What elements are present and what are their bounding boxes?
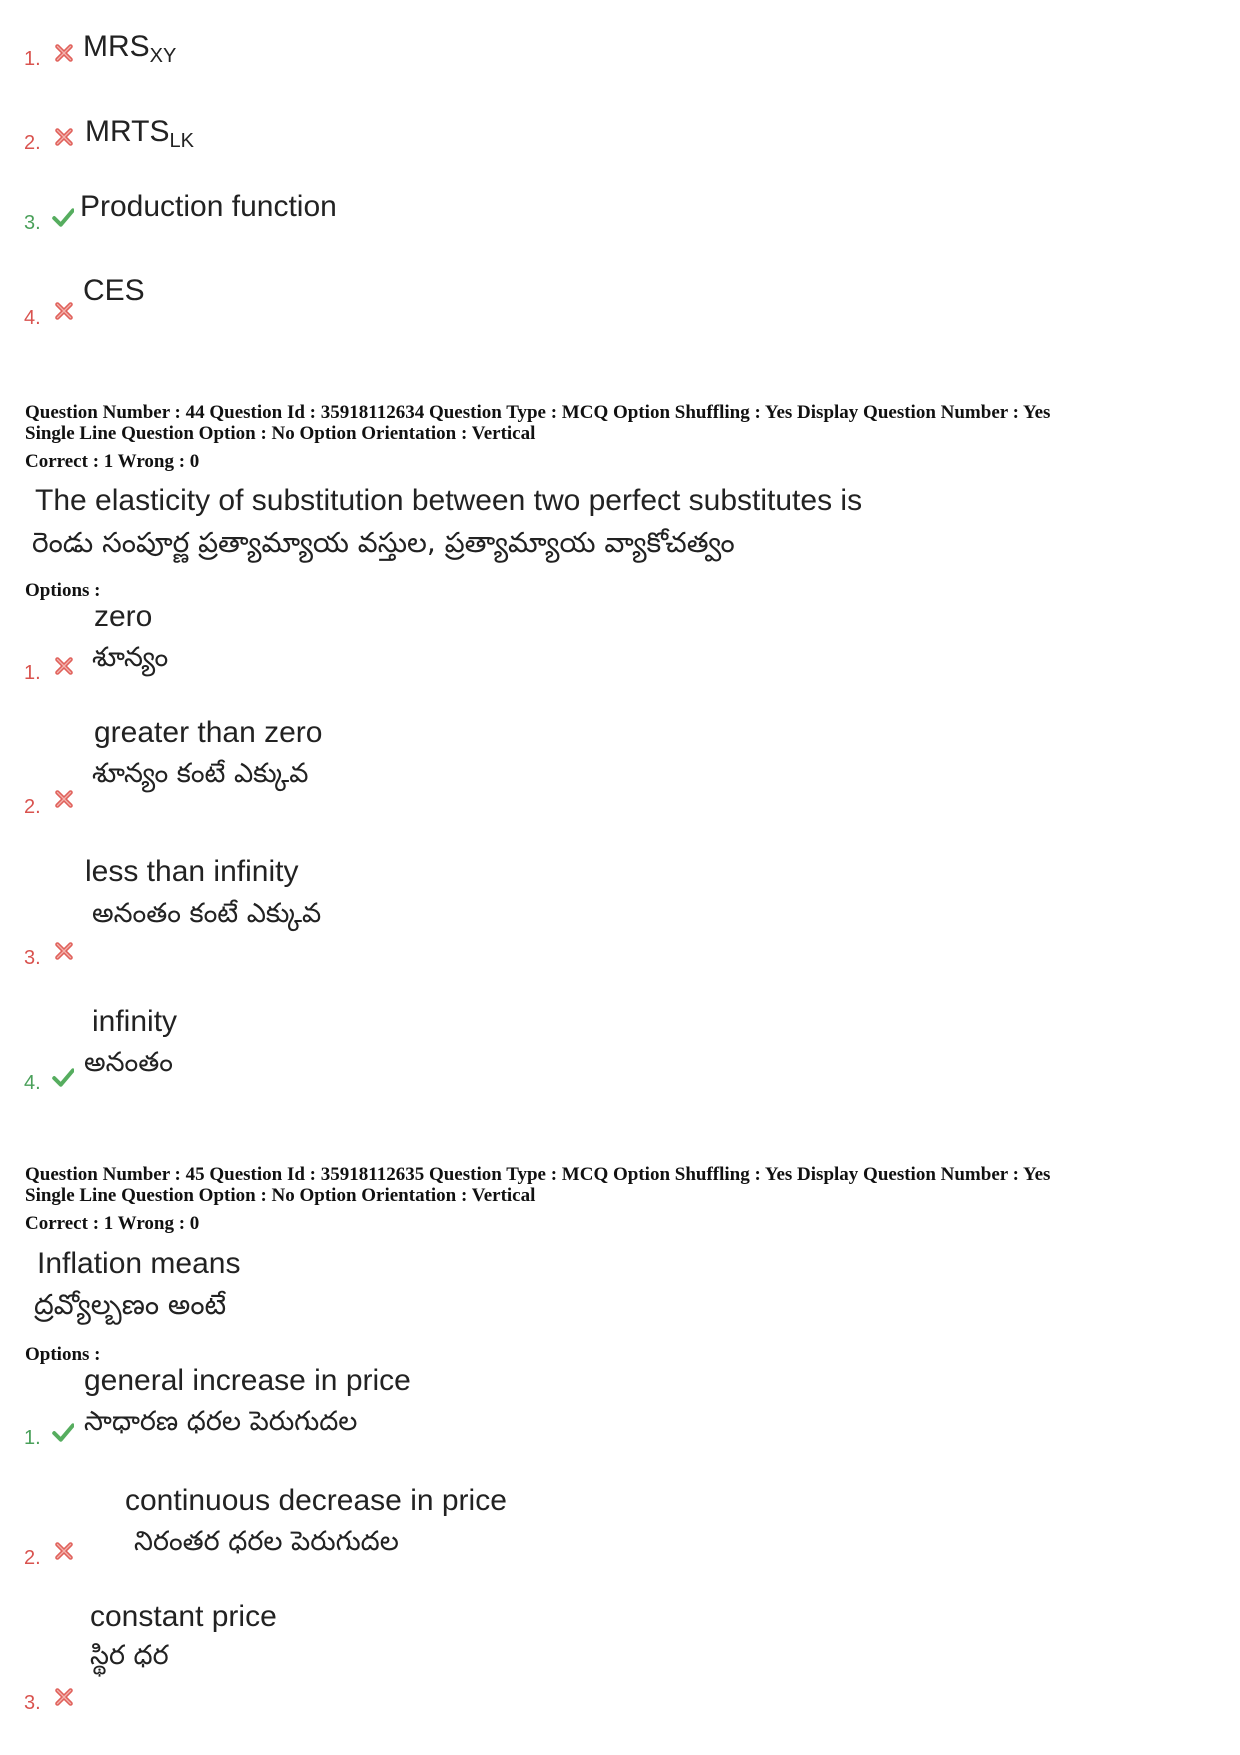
option-number: 1. <box>24 1427 41 1449</box>
option-text-english: continuous decrease in price <box>125 1484 507 1517</box>
option-number: 3. <box>24 947 41 969</box>
question-meta: Question Number : 44 Question Id : 35918112634 Question Type : MCQ Option Shuffling : Yes Display Question Number : Yes <box>25 402 1051 423</box>
option-number: 2. <box>24 132 41 154</box>
question-text-telugu: ద్రవ్యోల్బణం అంటే <box>34 1288 227 1321</box>
option-text: $MRS_{XY}$ <box>83 30 177 67</box>
cross-icon <box>53 655 75 677</box>
question-meta-line2: Single Line Question Option : No Option Orientation : Vertical <box>25 423 536 444</box>
cross-icon <box>53 788 75 810</box>
cross-icon <box>53 940 75 962</box>
option-text-english: less than infinity <box>85 855 299 888</box>
check-icon <box>52 1066 74 1088</box>
option-text: Production function <box>80 190 337 223</box>
cross-icon <box>53 1540 75 1562</box>
option-text-telugu: అనంతం <box>84 1047 173 1078</box>
option-text: CES <box>83 274 145 307</box>
option-text-telugu: సాధారణ ధరల పెరుగుదల <box>84 1406 358 1437</box>
option-text-english: general increase in price <box>84 1364 411 1397</box>
option-text-english: greater than zero <box>94 716 323 749</box>
question-meta-line2: Single Line Question Option : No Option Orientation : Vertical <box>25 1185 536 1206</box>
cross-icon <box>53 1686 75 1708</box>
option-number: 3. <box>24 1692 41 1714</box>
option-number: 1. <box>24 662 41 684</box>
question-text-english: The elasticity of substitution between two perfect substitutes is <box>35 484 863 517</box>
check-icon <box>52 1421 74 1443</box>
option-number: 3. <box>24 212 41 234</box>
option-text-telugu: శూన్యం <box>92 642 169 673</box>
score-line: Correct : 1 Wrong : 0 <box>25 451 200 472</box>
option-number: 1. <box>24 48 41 70</box>
option-text-telugu: శూన్యం కంటే ఎక్కువ <box>92 758 309 789</box>
cross-icon <box>53 126 75 148</box>
option-text: $MRTS_{LK}$ <box>85 115 194 152</box>
question-text-telugu: రెండు సంపూర్ణ ప్రత్యామ్యాయ వస్తుల, ప్రత్యామ్యాయ వ్యాకోచత్వం <box>32 526 735 559</box>
option-number: 4. <box>24 1072 41 1094</box>
option-number: 2. <box>24 796 41 818</box>
question-meta: Question Number : 45 Question Id : 35918112635 Question Type : MCQ Option Shuffling : Yes Display Question Number : Yes <box>25 1164 1051 1185</box>
options-label: Options : <box>25 1344 101 1365</box>
option-number: 2. <box>24 1547 41 1569</box>
option-text-english: infinity <box>92 1005 178 1038</box>
cross-icon <box>53 300 75 322</box>
cross-icon <box>53 42 75 64</box>
option-text-telugu: నిరంతర ధరల పెరుగుదల <box>134 1526 399 1557</box>
option-text-english: zero <box>94 600 153 633</box>
question-text-english: Inflation means <box>37 1247 241 1280</box>
option-text-telugu: స్థిర ధర <box>90 1640 169 1671</box>
option-text-english: constant price <box>90 1600 277 1633</box>
score-line: Correct : 1 Wrong : 0 <box>25 1213 200 1234</box>
check-icon <box>52 206 74 228</box>
options-label: Options : <box>25 580 101 601</box>
option-number: 4. <box>24 307 41 329</box>
option-text-telugu: అనంతం కంటే ఎక్కువ <box>92 898 322 929</box>
